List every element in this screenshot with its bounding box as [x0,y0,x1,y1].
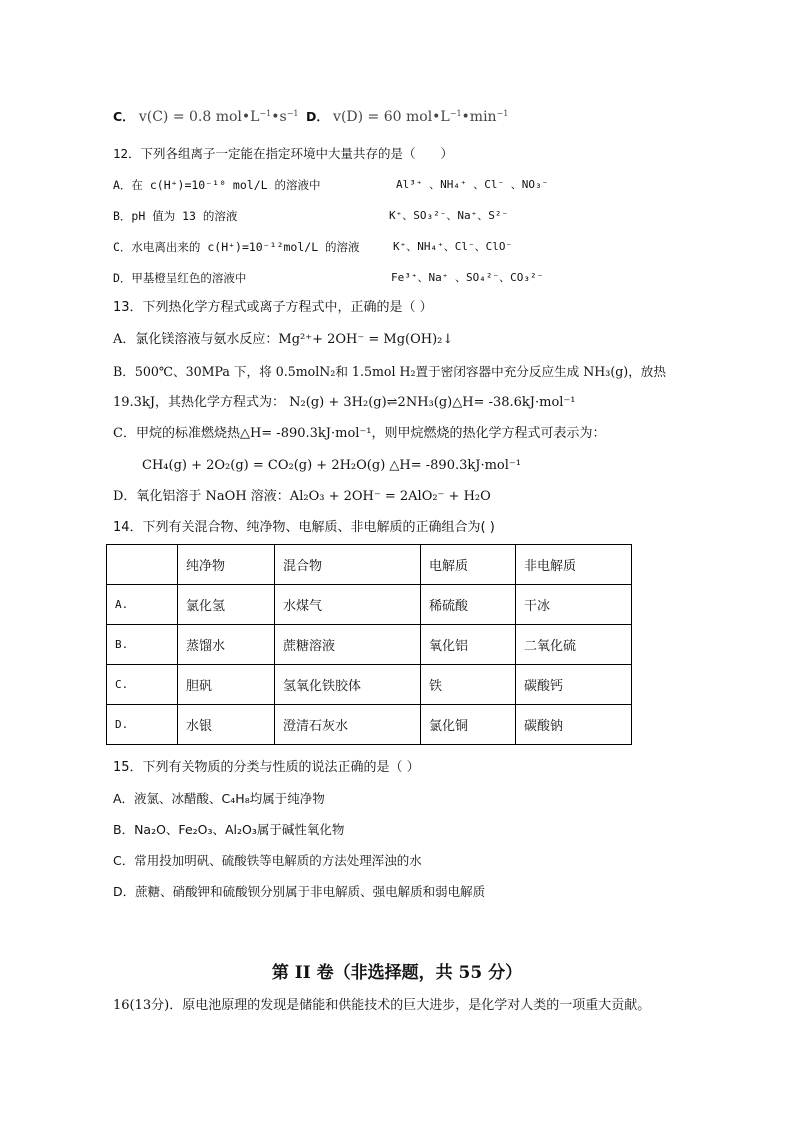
table-cell: A. [107,585,178,625]
q12-option-c-ions: K⁺、NH₄⁺、Cl⁻、ClO⁻ [393,240,513,253]
q13-stem: 13．下列热化学方程式或离子方程式中，正确的是（ ） [113,300,433,315]
q14-table-header [107,545,632,585]
table-cell: 稀硫酸 [421,585,516,625]
q12-option-c: C．水电离出来的 c(H⁺)=10⁻¹²mol/L 的溶液 [113,240,360,254]
q15-option-a: A．液氯、冰醋酸、C₄H₈均属于纯净物 [113,791,325,806]
q13-option-a: A．氯化镁溶液与氨水反应：Mg²⁺+ 2OH⁻ = Mg(OH)₂↓ [113,332,454,347]
table-header-cell: 纯净物 [178,545,275,585]
q12-option-d-ions: Fe³⁺、Na⁺ 、SO₄²⁻、CO₃²⁻ [391,271,544,284]
table-cell: 氧化铝 [421,625,516,665]
q15-option-b: B．Na₂O、Fe₂O₃、Al₂O₃属于碱性氧化物 [113,822,345,837]
q12-option-a-ions: Al³⁺ 、NH₄⁺ 、Cl⁻ 、NO₃⁻ [396,178,549,191]
table-header-cell: 混合物 [275,545,421,585]
q13-option-c-equation: CH₄(g) + 2O₂(g) = CO₂(g) + 2H₂O(g) △H= -890.3kJ·mol⁻¹ [142,458,521,473]
q11-option-d: D． v(D) = 60 $mol•L^{-1}•\min^{-1}$ [306,109,509,125]
table-cell: 碳酸钙 [516,665,632,705]
table-cell: D. [107,705,178,745]
table-cell: 碳酸钠 [516,705,632,745]
table-cell: B. [107,625,178,665]
table-cell: 水银 [178,705,275,745]
q15-stem: 15．下列有关物质的分类与性质的说法正确的是（ ） [113,760,420,775]
table-header-cell: 非电解质 [516,545,632,585]
section-heading: 第 II 卷（非选择题，共 55 分） [271,963,523,983]
q12-option-a: A．在 c(H⁺)=10⁻¹⁰ mol/L 的溶液中 [113,178,321,192]
q15-option-d: D．蔗糖、硝酸钾和硫酸钡分别属于非电解质、强电解质和弱电解质 [113,884,486,899]
table-cell [107,545,178,585]
q12-stem: 12．下列各组离子一定能在指定环境中大量共存的是（ ） [113,146,454,161]
table-cell: C. [107,665,178,705]
table-row [107,665,632,705]
table-cell: 氯化铜 [421,705,516,745]
q14-table [106,544,632,745]
q13-option-c-line1: C．甲烷的标准燃烧热△H= -890.3kJ·mol⁻¹，则甲烷燃烧的热化学方程式可表示为： [113,426,606,441]
q12-option-b: B．pH 值为 13 的溶液 [113,209,238,223]
table-cell: 二氧化硫 [516,625,632,665]
table-cell: 澄清石灰水 [275,705,421,745]
q12-option-b-ions: K⁺、SO₃²⁻、Na⁺、S²⁻ [389,209,509,222]
table-cell: 干冰 [516,585,632,625]
table-cell: 蒸馏水 [178,625,275,665]
table-cell: 蔗糖溶液 [275,625,421,665]
q16-stem: 16(13分)．原电池原理的发现是储能和供能技术的巨大进步，是化学对人类的一项重大贡献。 [113,998,651,1013]
table-cell: 氯化氢 [178,585,275,625]
q13-option-b-line2: 19.3kJ，其热化学方程式为： N₂(g) + 3H₂(g)⇌2NH₃(g)△H= -38.6kJ·mol⁻¹ [113,395,576,410]
q11-option-c: C． v(C) = 0.8 $mol•L^{-1}•s^{-1}$ [113,109,299,125]
table-cell: 氢氧化铁胶体 [275,665,421,705]
table-cell: 胆矾 [178,665,275,705]
q13-option-d: D．氧化铝溶于 NaOH 溶液：Al₂O₃ + 2OH⁻ = 2AlO₂⁻ + H₂O [113,489,491,504]
table-row [107,625,632,665]
q14-stem: 14．下列有关混合物、纯净物、电解质、非电解质的正确组合为( ) [113,520,495,535]
table-row [107,585,632,625]
q12-option-d: D．甲基橙呈红色的溶液中 [113,271,247,285]
q11-option-d-expr: v(D) = 60 $mol•L^{-1}•\min^{-1}$ [333,109,509,125]
table-cell: 铁 [421,665,516,705]
q11-option-c-expr: v(C) = 0.8 $mol•L^{-1}•s^{-1}$ [138,109,299,125]
q15-option-c: C．常用投加明矾、硫酸铁等电解质的方法处理浑浊的水 [113,853,422,868]
table-cell: 水煤气 [275,585,421,625]
q13-option-b-line1: B．500℃、30MPa 下，将 0.5molN₂和 1.5mol H₂置于密闭容器中充分反应生成 NH₃(g)，放热 [113,364,666,379]
table-header-cell: 电解质 [421,545,516,585]
table-row [107,705,632,745]
